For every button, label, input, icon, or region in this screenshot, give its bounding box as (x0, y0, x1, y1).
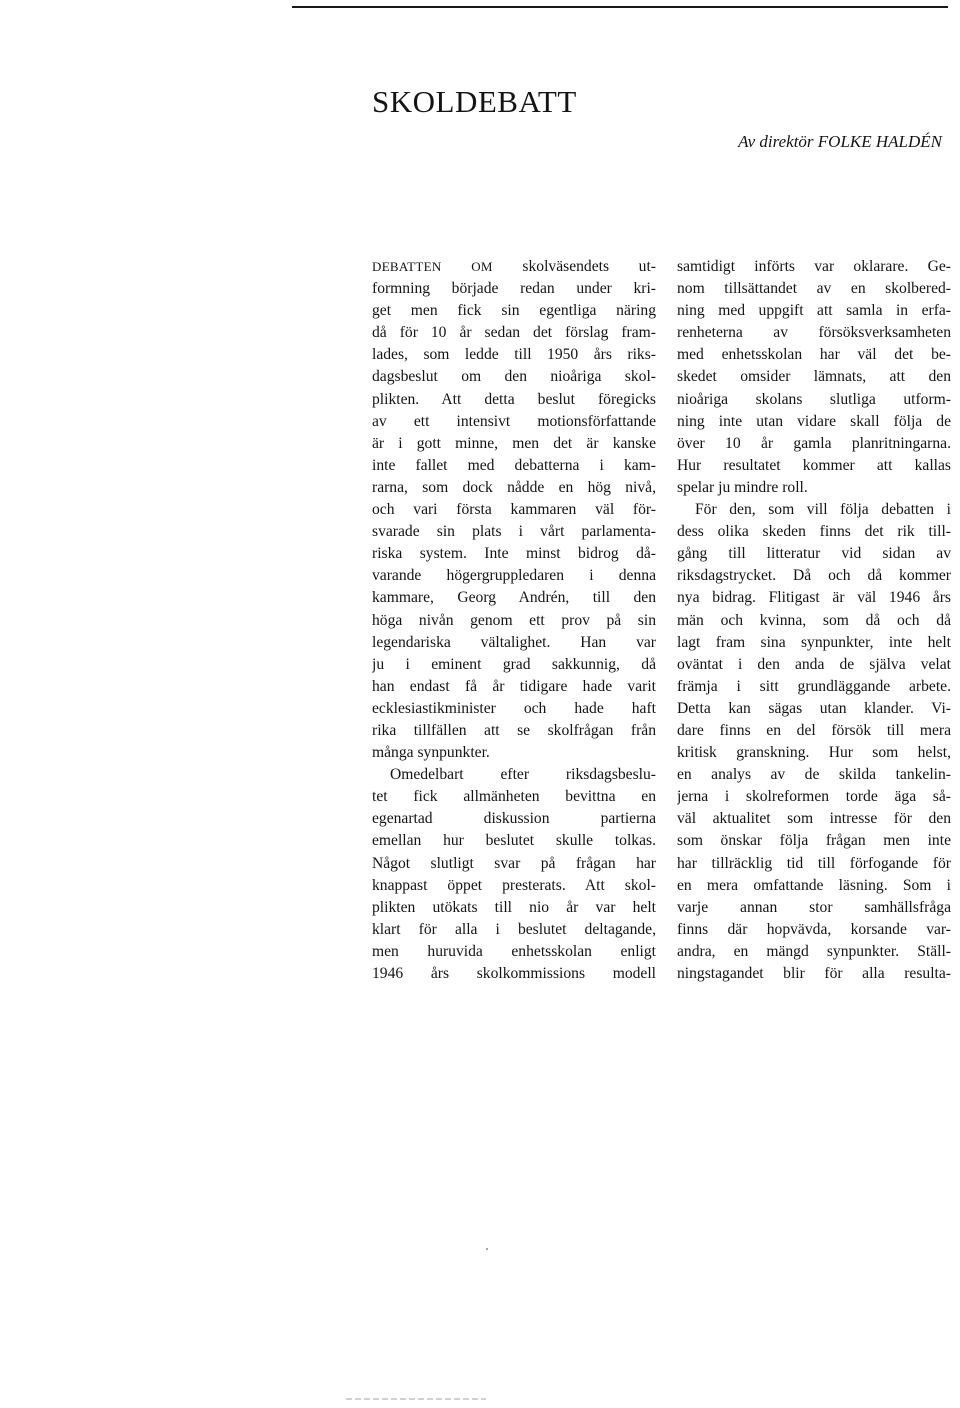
paragraph-line: med enhetsskolan har väl det be- (677, 346, 951, 364)
paragraph-line: andra, en mängd synpunkter. Ställ- (677, 942, 951, 960)
paragraph-line: men huruvida enhetsskolan enligt (372, 942, 656, 960)
paragraph-line: plikten utökats till nio år var helt (372, 898, 656, 916)
paragraph-line (372, 256, 656, 278)
right-column (677, 256, 951, 985)
scan-speck (486, 1248, 488, 1250)
paragraph-line: jerna i skolreformen torde äga så- (677, 788, 951, 806)
paragraph-line: svarade sin plats i vårt parlamenta- (372, 523, 656, 541)
article-title: SKOLDEBATT (372, 84, 577, 119)
paragraph-line: knappast öppet presterats. Att skol- (372, 876, 656, 894)
paragraph-line: varande högergruppledaren i denna (372, 567, 656, 585)
paragraph-line: varje annan stor samhällsfråga (677, 898, 951, 916)
paragraph-line: många synpunkter. (372, 744, 490, 762)
paragraph-line: lades, som ledde till 1950 års riks- (372, 346, 656, 364)
left-column (372, 256, 656, 985)
paragraph-line: Omedelbart efter riksdagsbeslu- (390, 766, 656, 784)
paragraph-line: en mera omfattande läsning. Som i (677, 876, 951, 894)
paragraph-line: nioåriga skolans slutliga utform- (677, 390, 951, 408)
paragraph-line: kritisk granskning. Hur som helst, (677, 744, 951, 762)
paragraph-line: riksdagstrycket. Då och då kommer (677, 567, 951, 585)
lead-word: DEBATTEN (372, 259, 442, 274)
paragraph-line: ningstagandet blir för alla resulta- (677, 965, 951, 982)
line-text: skolväsendets ut- (522, 258, 656, 275)
paragraph-line: nya bidrag. Flitigast är väl 1946 års (677, 589, 951, 607)
paragraph-line: spelar ju mindre roll. (677, 478, 808, 496)
paragraph-line: en analys av de skilda tankelin- (677, 766, 951, 784)
paragraph-line: get men fick sin egentliga näring (372, 302, 656, 320)
paragraph-line: egenartad diskussion partierna (372, 810, 656, 828)
paragraph-line: dare finns en del försök till mera (677, 721, 951, 739)
paragraph-line: tet fick allmänheten bevittna en (372, 788, 656, 806)
paragraph-line: klart för alla i beslutet deltagande, (372, 920, 656, 938)
paragraph-line: legendariska vältalighet. Han var (372, 633, 656, 651)
paragraph-line: ecklesiastikminister och hade haft (372, 699, 656, 717)
paragraph-line: ning inte utan vidare skall följa de (677, 412, 951, 430)
paragraph-line: Detta kan sägas utan klander. Vi- (677, 699, 951, 717)
paragraph-line: dess olika skeden finns det rik till- (677, 523, 951, 541)
paragraph-line: oväntat i den anda de själva velat (677, 655, 951, 673)
paragraph-line: Hur resultatet kommer att kallas (677, 456, 951, 474)
paragraph-line: och vari första kammaren väl för- (372, 501, 656, 519)
paragraph-line: då för 10 år sedan det förslag fram- (372, 324, 656, 342)
paragraph-line: ju i eminent grad sakkunnig, då (372, 655, 656, 673)
top-rule (292, 6, 948, 8)
paragraph-line: formning började redan under kri- (372, 280, 656, 298)
paragraph-line: samtidigt införts var oklarare. Ge- (677, 258, 951, 275)
paragraph-line: riska system. Inte minst bidrog då- (372, 545, 656, 563)
paragraph-line: dagsbeslut om den nioåriga skol- (372, 368, 656, 386)
paragraph-line: kammare, Georg Andrén, till den (372, 589, 656, 607)
paragraph-line: män och kvinna, som då och då (677, 611, 951, 629)
paragraph-line: är i gott minne, men det är kanske (372, 434, 656, 452)
paragraph-line: plikten. Att detta beslut föregicks (372, 390, 656, 408)
paragraph-line: skedet omsider lämnats, att den (677, 368, 951, 386)
paragraph-line: som önskar följa frågan men inte (677, 832, 951, 850)
scan-smudge (346, 1398, 486, 1400)
paragraph-line: han endast få år tidigare hade varit (372, 677, 656, 695)
paragraph-line: 1946 års skolkommissions modell (372, 965, 656, 982)
paragraph-line: lagt fram sina synpunkter, inte helt (677, 633, 951, 651)
paragraph-line: För den, som vill följa debatten i (695, 501, 951, 519)
paragraph-line: över 10 år gamla planritningarna. (677, 434, 951, 452)
paragraph-line: främja i sitt grundläggande arbete. (677, 677, 951, 695)
lead-word: OM (471, 259, 493, 274)
paragraph-line: av ett intensivt motionsförfattande (372, 412, 656, 430)
paragraph-line: inte fallet med debatterna i kam- (372, 456, 656, 474)
paragraph-line: rarna, som dock nådde en hög nivå, (372, 478, 656, 496)
paragraph-line: väl aktualitet som intresse för den (677, 810, 951, 828)
paragraph-line: emellan hur beslutet skulle tolkas. (372, 832, 656, 850)
paragraph-line: Något slutligt svar på frågan har (372, 854, 656, 872)
paragraph-line: nom tillsättandet av en skolbered- (677, 280, 951, 298)
paragraph-line: ning med uppgift att samla in erfa- (677, 302, 951, 320)
paragraph-line: renheterna av försöksverksamheten (677, 324, 951, 342)
paragraph-line: har tillräcklig tid till förfogande för (677, 854, 951, 872)
paragraph-line: gång till litteratur vid sidan av (677, 545, 951, 563)
paragraph-line: rika tillfällen att se skolfrågan från (372, 721, 656, 739)
paragraph-line: finns där hopvävda, korsande var- (677, 920, 951, 938)
paragraph-line: höga nivån genom ett prov på sin (372, 611, 656, 629)
byline: Av direktör FOLKE HALDÉN (738, 132, 942, 151)
